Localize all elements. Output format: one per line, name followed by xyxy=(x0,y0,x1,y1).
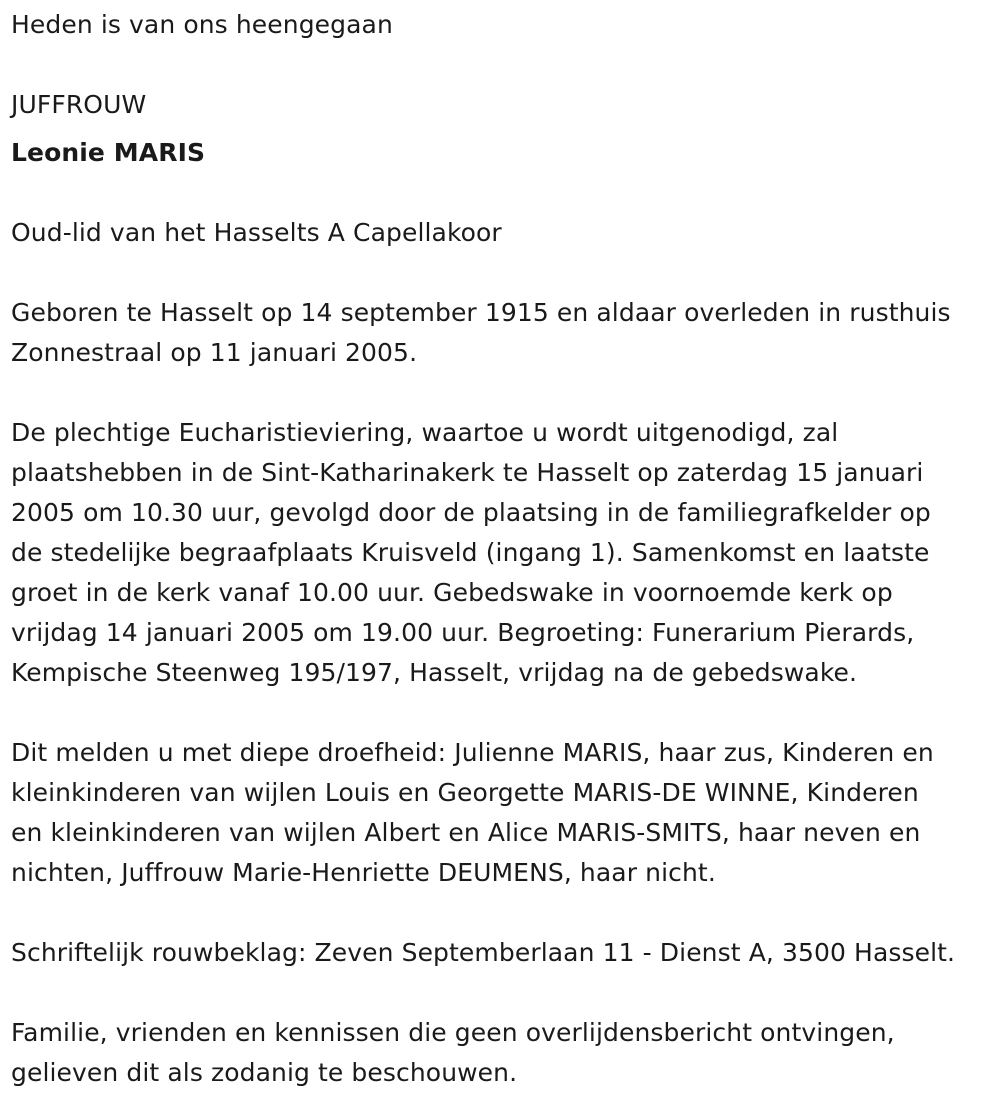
ceremony-line: De plechtige Eucharistieviering, waartoe u wordt uitgenodigd, zal xyxy=(11,418,839,447)
intro-line: Heden is van ons heengegaan xyxy=(11,10,393,39)
birth-death-paragraph xyxy=(11,293,951,373)
birth-line: Geboren te Hasselt op 14 september 1915 en aldaar overleden in rusthuis xyxy=(11,298,951,327)
ceremony-paragraph xyxy=(11,413,931,693)
ceremony-line: Kempische Steenweg 195/197, Hasselt, vrijdag na de gebedswake. xyxy=(11,658,858,687)
condolence-address: Schriftelijk rouwbeklag: Zeven Septemberlaan 11 - Dienst A, 3500 Hasselt. xyxy=(11,938,956,967)
family-line: en kleinkinderen van wijlen Albert en Alice MARIS-SMITS, haar neven en xyxy=(11,818,921,847)
family-line: nichten, Juffrouw Marie-Henriette DEUMENS, haar nicht. xyxy=(11,858,716,887)
closing-line: gelieven dit als zodanig te beschouwen. xyxy=(11,1058,518,1087)
ceremony-line: 2005 om 10.30 uur, gevolgd door de plaatsing in de familiegrafkelder op xyxy=(11,498,931,527)
ceremony-line: plaatshebben in de Sint-Katharinakerk te Hasselt op zaterdag 15 januari xyxy=(11,458,924,487)
family-line: Dit melden u met diepe droefheid: Julienne MARIS, haar zus, Kinderen en xyxy=(11,738,934,767)
family-paragraph xyxy=(11,733,934,893)
ceremony-line: vrijdag 14 januari 2005 om 19.00 uur. Begroeting: Funerarium Pierards, xyxy=(11,618,915,647)
deceased-name: Leonie MARIS xyxy=(11,138,206,167)
family-line: kleinkinderen van wijlen Louis en Georgette MARIS-DE WINNE, Kinderen xyxy=(11,778,919,807)
ceremony-line: de stedelijke begraafplaats Kruisveld (ingang 1). Samenkomst en laatste xyxy=(11,538,930,567)
closing-paragraph xyxy=(11,1013,895,1093)
ceremony-line: groet in de kerk vanaf 10.00 uur. Gebedswake in voornoemde kerk op xyxy=(11,578,893,607)
birth-line: Zonnestraal op 11 januari 2005. xyxy=(11,338,418,367)
closing-line: Familie, vrienden en kennissen die geen overlijdensbericht ontvingen, xyxy=(11,1018,895,1047)
honorific-title: JUFFROUW xyxy=(11,90,147,119)
membership-line: Oud-lid van het Hasselts A Capellakoor xyxy=(11,218,502,247)
